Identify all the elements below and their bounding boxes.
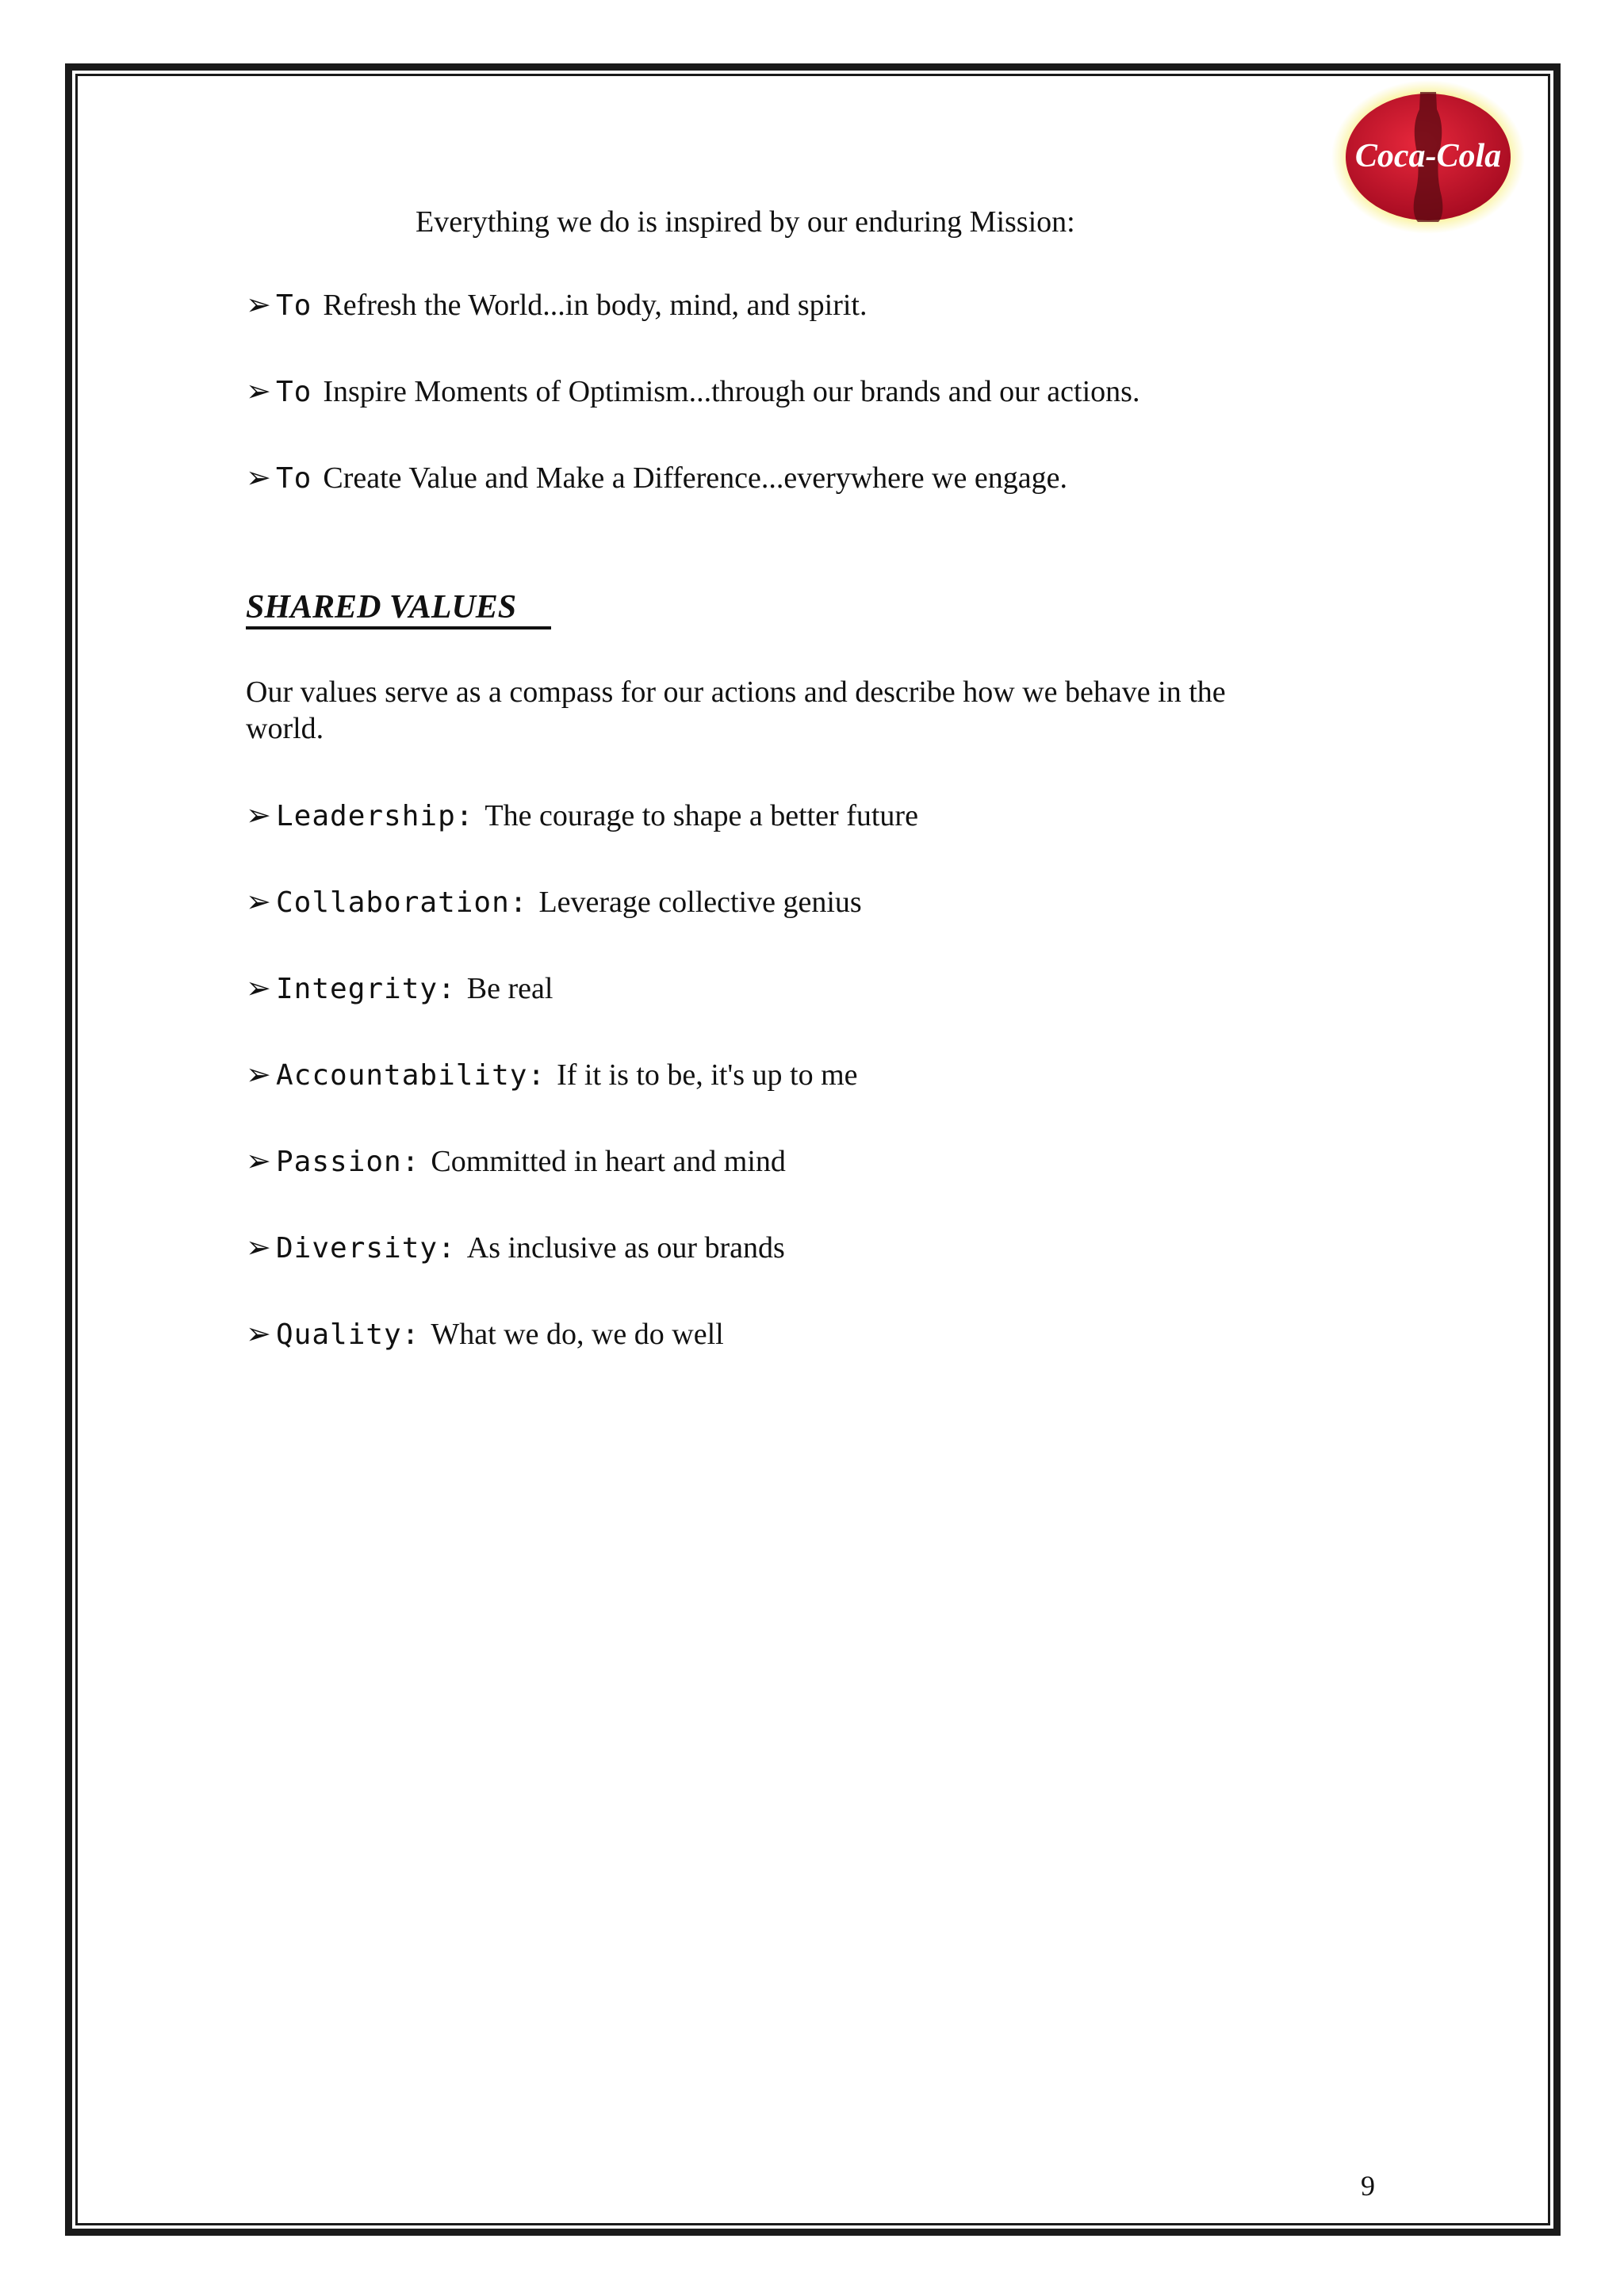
logo-text: Coca-Cola [1354, 138, 1502, 174]
value-item-label: Leadership: [276, 800, 474, 832]
value-item-text: The courage to shape a better future [485, 799, 918, 832]
mission-intro: Everything we do is inspired by our enduring Mission: [416, 205, 1075, 239]
arrowhead-bullet-icon: ➢ [246, 373, 271, 408]
value-item-text: As inclusive as our brands [466, 1231, 785, 1265]
mission-item-lead: To [276, 376, 312, 408]
mission-item [246, 373, 1139, 411]
value-item-accountability [246, 1057, 858, 1094]
mission-item-text: Create Value and Make a Difference...everywhere we engage. [323, 461, 1067, 495]
mission-item-text: Refresh the World...in body, mind, and spirit. [323, 289, 868, 322]
value-item-quality [246, 1316, 724, 1353]
mission-item [246, 287, 868, 324]
shared-values-heading: SHARED VALUES [246, 588, 551, 629]
value-item-text: If it is to be, it's up to me [557, 1058, 858, 1092]
value-item-label: Accountability: [276, 1059, 546, 1092]
mission-item-lead: To [276, 289, 312, 322]
coca-cola-logo [1329, 78, 1527, 236]
mission-item-lead: To [276, 462, 312, 495]
mission-item-text: Inspire Moments of Optimism...through our brands and our actions. [323, 375, 1140, 408]
arrowhead-bullet-icon: ➢ [246, 1316, 271, 1351]
arrowhead-bullet-icon: ➢ [246, 287, 271, 322]
arrowhead-bullet-icon: ➢ [246, 460, 271, 495]
arrowhead-bullet-icon: ➢ [246, 884, 271, 919]
value-item-text: Committed in heart and mind [431, 1145, 786, 1178]
shared-values-description: Our values serve as a compass for our actions and describe how we behave in the world. [246, 675, 1226, 745]
arrowhead-bullet-icon: ➢ [246, 1230, 271, 1265]
page-number: 9 [1361, 2170, 1375, 2202]
value-item-label: Diversity: [276, 1232, 456, 1265]
arrowhead-bullet-icon: ➢ [246, 970, 271, 1005]
mission-item [246, 460, 1067, 497]
arrowhead-bullet-icon: ➢ [246, 1057, 271, 1092]
value-item-label: Quality: [276, 1318, 420, 1351]
arrowhead-bullet-icon: ➢ [246, 1143, 271, 1178]
arrowhead-bullet-icon: ➢ [246, 798, 271, 832]
value-item-text: Be real [466, 972, 553, 1005]
value-item-passion [246, 1143, 786, 1181]
value-item-diversity [246, 1230, 785, 1267]
value-item-text: What we do, we do well [431, 1318, 724, 1351]
value-item-leadership [246, 798, 918, 835]
value-item-label: Collaboration: [276, 886, 528, 919]
value-item-label: Integrity: [276, 973, 456, 1005]
value-item-text: Leverage collective genius [538, 886, 862, 919]
value-item-label: Passion: [276, 1146, 420, 1178]
value-item-integrity [246, 970, 553, 1008]
value-item-collaboration [246, 884, 862, 921]
